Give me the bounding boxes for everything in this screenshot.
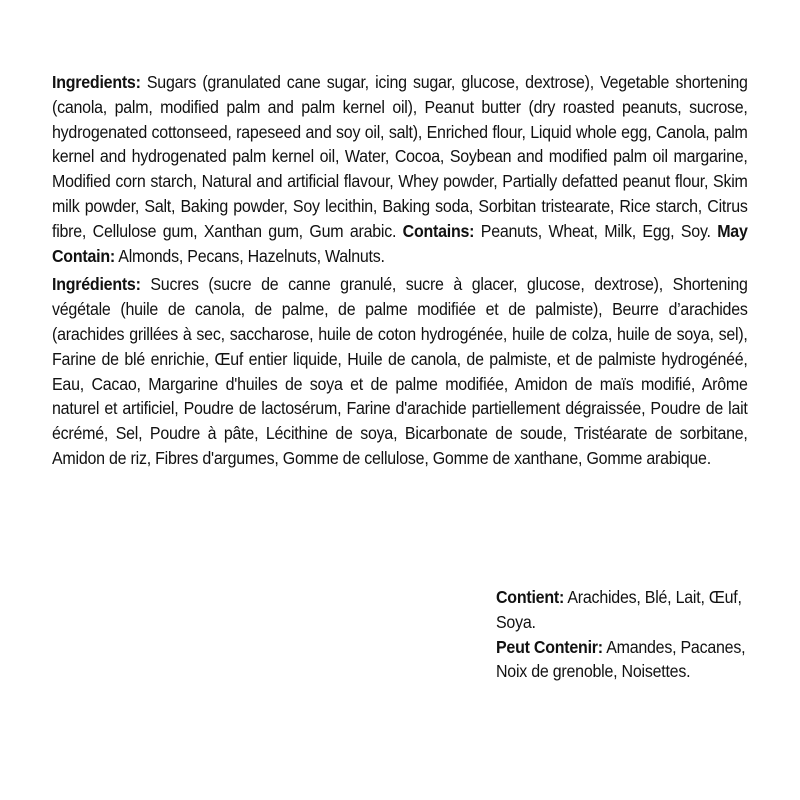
english-ingredients-paragraph [52, 70, 748, 268]
french-ingredients-list: Sucres (sucre de canne granulé, sucre à glacer, glucose, dextrose), Shortening végétale (huile de canola, de palme, de palme modifiée et de palmiste), Beurre d’arachides (arachides grillées à sec, saccharose, huile de coton hydrogénée, huile de colza, huile de soya, sel), Farine de blé enrichie, Œuf entier liquide, Huile de canola, de palmiste, et de palmiste hydrogénéé, Eau, Cacao, Margarine d'huiles de soya et de palme modifiée, Amidon de maïs modifié, Arôme naturel et artificiel, Poudre de lactosérum, Farine d'arachide partiellement dégraissée, Poudre de lait écrémé, Sel, Poudre à pâte, Lécithine de soya, Bicarbonate de soude, Tristéarate de sorbitane, Amidon de riz, Fibres d'argumes, Gomme de cellulose, Gomme de xanthane, Gomme arabique. [52, 274, 748, 468]
french-may-contain-line [496, 635, 747, 685]
french-contains-list: Arachides, Blé, Lait, Œuf, Soya. [496, 587, 742, 632]
french-allergen-block [496, 585, 747, 684]
french-contains-line [496, 585, 747, 635]
english-may-contain-heading: May Contain: [52, 220, 748, 266]
english-contains-heading: Contains: [402, 220, 475, 241]
english-contains-list: Peanuts, Wheat, Milk, Egg, Soy. [480, 220, 711, 241]
english-may-contain-list: Almonds, Pecans, Hazelnuts, Walnuts. [118, 245, 385, 266]
french-ingredients-heading: Ingrédients: [52, 274, 141, 295]
french-ingredients-paragraph [52, 272, 748, 470]
english-ingredients-heading: Ingredients: [52, 72, 141, 92]
french-contains-heading: Contient: [496, 587, 565, 607]
french-may-contain-heading: Peut Contenir: [496, 636, 603, 657]
ingredient-label-panel [52, 70, 748, 471]
english-ingredients-list: Sugars (granulated cane sugar, icing sugar, glucose, dextrose), Vegetable shortening (canola, palm, modified palm and palm kernel oil), Peanut butter (dry roasted peanuts, sucrose, hydrogenated cottonseed, rapeseed and soy oil, salt), Enriched flour, Liquid whole egg, Canola, palm kernel and hydrogenated palm kernel oil, Water, Cocoa, Soybean and modified palm oil margarine, Modified corn starch, Natural and artificial flavour, Whey powder, Partially defatted peanut flour, Skim milk powder, Salt, Baking powder, Soy lecithin, Baking soda, Sorbitan tristearate, Rice starch, Citrus fibre, Cellulose gum, Xanthan gum, Gum arabic. [52, 72, 748, 241]
french-may-contain-list: Amandes, Pacanes, Noix de grenoble, Noisettes. [496, 636, 746, 682]
